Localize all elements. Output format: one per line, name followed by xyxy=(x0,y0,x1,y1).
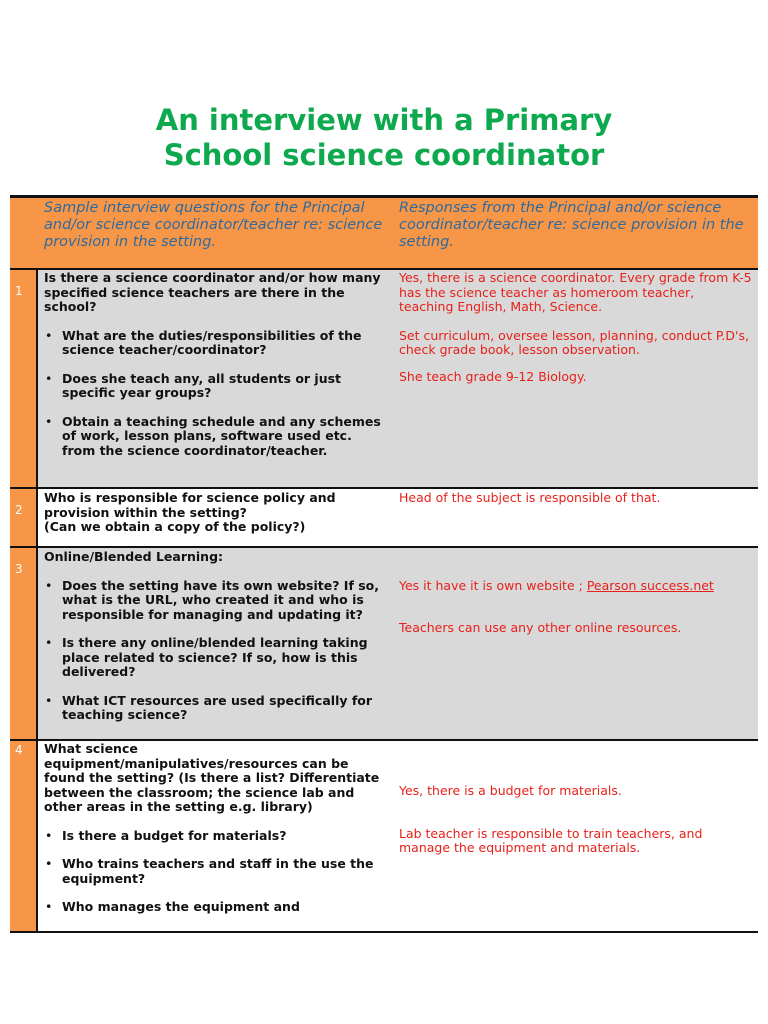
answer-cell xyxy=(393,270,758,487)
header-questions: Sample interview questions for the Principal and/or science coordinator/teacher re: science provision in the setting. xyxy=(44,200,383,250)
answer-text: Teachers can use any other online resources. xyxy=(399,619,682,635)
bullet-item: • Does the setting have its own website? If so, what is the URL, who created it and who is responsible for managing and updating it? xyxy=(44,579,389,623)
table-row-3 xyxy=(10,548,758,739)
title-line-2: School science coordinator xyxy=(163,138,605,172)
question-cell xyxy=(38,489,393,546)
question-cell xyxy=(38,270,393,487)
question-text: Who is responsible for science policy and provision within the setting? xyxy=(44,490,336,520)
question-text: Is there a science coordinator and/or how many specified science teachers are there in the school? xyxy=(44,270,381,314)
bullet-item: • Is there a budget for materials? xyxy=(44,829,389,844)
answer-text: Lab teacher is responsible to train teachers, and manage the equipment and materials. xyxy=(399,825,703,855)
bullet-item: • Is there any online/blended learning taking place related to science? If so, how is this delivered? xyxy=(44,636,389,680)
table-header-row xyxy=(10,198,758,270)
answer-text: Yes it have it is own website ; xyxy=(399,578,583,593)
row-number: 1 xyxy=(10,270,38,487)
website-link[interactable]: Pearson success.net xyxy=(586,578,714,593)
row-number: 4 xyxy=(10,741,38,931)
question-bullets xyxy=(44,829,389,915)
answer-website xyxy=(399,579,752,594)
question-bullets xyxy=(44,329,389,459)
question-text: Online/Blended Learning: xyxy=(44,549,224,564)
row-number: 2 xyxy=(10,489,38,546)
page-title xyxy=(0,103,768,173)
header-responses: Responses from the Principal and/or science coordinator/teacher re: science provision in the setting. xyxy=(399,200,744,250)
bullet-item: • What ICT resources are used specifically for teaching science? xyxy=(44,694,389,723)
question-text: What science equipment/manipulatives/resources can be found the setting? (Is there a list? Differentiate between the classroom; the science lab and other areas in the setting e.g. library) xyxy=(44,741,380,814)
bullet-item: • Who trains teachers and staff in the use the equipment? xyxy=(44,857,389,886)
answer-text: Set curriculum, oversee lesson, planning, conduct P.D's, check grade book, lesson observation. xyxy=(399,327,749,357)
bullet-item: • Obtain a teaching schedule and any schemes of work, lesson plans, software used etc. from the science coordinator/teacher. xyxy=(44,415,389,459)
interview-table xyxy=(10,195,758,933)
answer-text: She teach grade 9-12 Biology. xyxy=(399,368,587,384)
bullet-item: • Does she teach any, all students or just specific year groups? xyxy=(44,372,389,401)
answer-text: Yes, there is a science coordinator. Every grade from K-5 has the science teacher as homeroom teacher, teaching English, Math, Science. xyxy=(399,270,752,314)
row-number: 3 xyxy=(10,548,38,739)
bullet-item: • What are the duties/responsibilities of the science teacher/coordinator? xyxy=(44,329,389,358)
header-number-cell xyxy=(10,198,38,268)
question-cell xyxy=(38,741,393,931)
table-row-2 xyxy=(10,489,758,546)
table-row-4 xyxy=(10,741,758,931)
answer-cell xyxy=(393,489,758,546)
table-row-1 xyxy=(10,270,758,487)
question-text: (Can we obtain a copy of the policy?) xyxy=(44,519,306,534)
question-bullets xyxy=(44,579,389,723)
answer-cell xyxy=(393,741,758,931)
title-line-1: An interview with a Primary xyxy=(155,103,613,137)
answer-text: Yes, there is a budget for materials. xyxy=(399,783,622,798)
answer-text: Head of the subject is responsible of that. xyxy=(399,490,661,505)
bullet-item: • Who manages the equipment and xyxy=(44,900,389,915)
question-cell xyxy=(38,548,393,739)
answer-cell xyxy=(393,548,758,739)
